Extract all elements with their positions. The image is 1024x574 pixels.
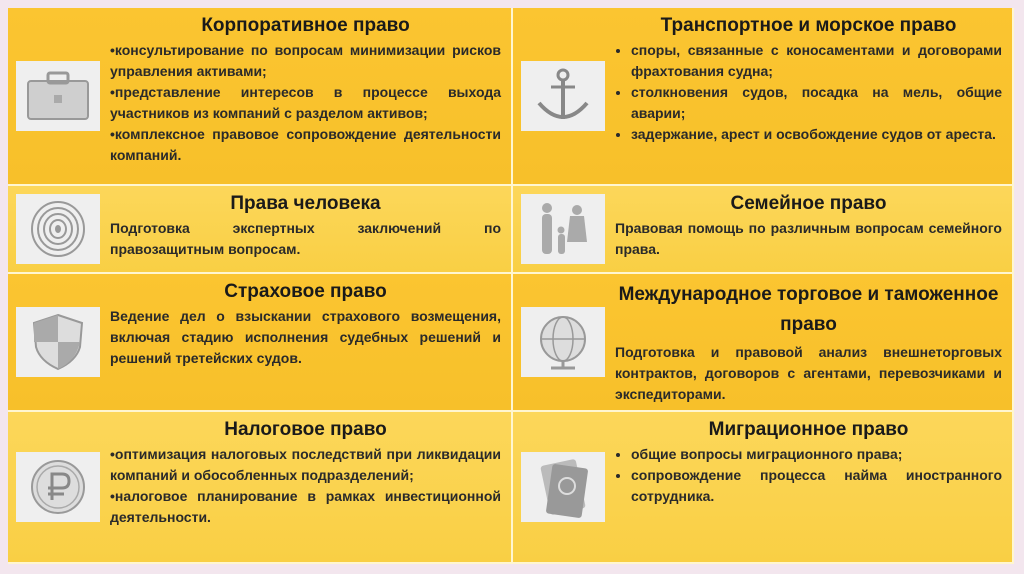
item-transport-1: • споры, связанные с коносаментами и договорами фрахтования судна;: [631, 40, 1002, 82]
cell-family-law: [513, 186, 1014, 274]
content-insurance: [108, 274, 511, 410]
title-corporate: Корпоративное право: [201, 15, 410, 36]
anchor-icon: [521, 61, 605, 131]
title-migration: Миграционное право: [708, 419, 909, 440]
item-corporate-3: •комплексное правовое сопровождение деятельности компаний.: [110, 126, 501, 163]
item-tax-2: •налоговое планирование в рамках инвестиционной деятельности.: [110, 488, 501, 525]
content-family: [613, 186, 1012, 272]
fingerprint-icon: [16, 194, 100, 264]
cell-migration-law: [513, 412, 1014, 564]
title-human-rights: Права человека: [230, 193, 381, 214]
thumb-insurance: [8, 274, 108, 410]
thumb-corporate: [8, 8, 108, 184]
content-trade: [613, 274, 1012, 410]
title-trade: Международное торговое и таможенное право: [618, 284, 999, 335]
content-transport: [613, 8, 1012, 184]
item-transport-3: • задержание, арест и освобождение судов от ареста.: [631, 124, 1002, 145]
shield-icon: [16, 307, 100, 377]
services-grid: [8, 8, 1014, 564]
thumb-human-rights: [8, 186, 108, 272]
title-tax: Налоговое право: [224, 419, 387, 440]
item-corporate-1: •консультирование по вопросам минимизации рисков управления активами;: [110, 42, 501, 79]
cell-insurance-law: [8, 274, 513, 412]
text-human-rights: Подготовка экспертных заключений по правозащитным вопросам.: [110, 220, 501, 257]
content-corporate: [108, 8, 511, 184]
content-migration: [613, 412, 1012, 562]
cell-tax-law: [8, 412, 513, 564]
title-family: Семейное право: [730, 193, 887, 214]
item-transport-2: • столкновения судов, посадка на мель, общие аварии;: [631, 82, 1002, 124]
briefcase-icon: [16, 61, 100, 131]
item-migration-2: • сопровождение процесса найма иностранного сотрудника.: [631, 465, 1002, 507]
passport-icon: [521, 452, 605, 522]
content-tax: [108, 412, 511, 562]
thumb-migration: [513, 412, 613, 562]
cell-corporate-law: [8, 8, 513, 186]
title-insurance: Страховое право: [224, 281, 387, 302]
ruble-coin-icon: [16, 452, 100, 522]
thumb-tax: [8, 412, 108, 562]
thumb-transport: [513, 8, 613, 184]
thumb-family: [513, 186, 613, 272]
item-migration-1: • общие вопросы миграционного права;: [631, 444, 1002, 465]
content-human-rights: [108, 186, 511, 272]
text-trade: Подготовка и правовой анализ внешнеторговых контрактов, договоров с агентами, перевозчиками и экспедиторами.: [615, 344, 1002, 402]
title-transport: Транспортное и морское право: [660, 15, 957, 36]
text-insurance: Ведение дел о взыскании страхового возмещения, включая стадию исполнения судебных решений и решений третейских судов.: [110, 308, 501, 366]
cell-transport-law: [513, 8, 1014, 186]
cell-human-rights: [8, 186, 513, 274]
globe-icon: [521, 307, 605, 377]
text-family: Правовая помощь по различным вопросам семейного права.: [615, 220, 1002, 257]
cell-trade-law: [513, 274, 1014, 412]
thumb-trade: [513, 274, 613, 410]
item-tax-1: •оптимизация налоговых последствий при ликвидации компаний и обособленных подразделений;: [110, 446, 501, 483]
family-icon: [521, 194, 605, 264]
item-corporate-2: •представление интересов в процессе выхода участников из компаний с разделом активов;: [110, 84, 501, 121]
